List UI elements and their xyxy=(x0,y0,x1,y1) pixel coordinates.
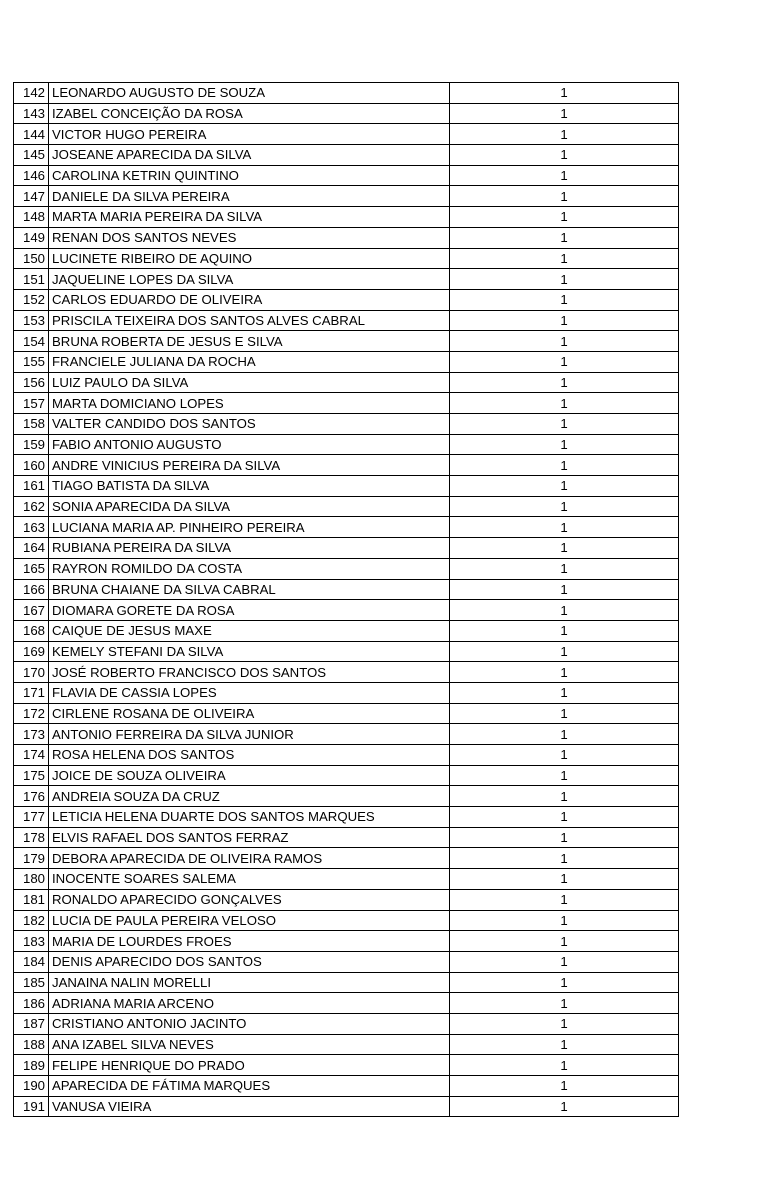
row-number-cell: 162 xyxy=(14,496,49,517)
row-quantity-cell: 1 xyxy=(450,662,679,683)
row-number-cell: 184 xyxy=(14,951,49,972)
row-number-cell: 187 xyxy=(14,1013,49,1034)
row-name-cell: FRANCIELE JULIANA DA ROCHA xyxy=(49,351,450,372)
row-quantity-cell: 1 xyxy=(450,600,679,621)
table-row xyxy=(14,414,679,435)
row-name-cell: RONALDO APARECIDO GONÇALVES xyxy=(49,889,450,910)
row-number-cell: 161 xyxy=(14,476,49,497)
row-number-cell: 166 xyxy=(14,579,49,600)
row-quantity-cell: 1 xyxy=(450,1034,679,1055)
table-row xyxy=(14,807,679,828)
row-number-cell: 157 xyxy=(14,393,49,414)
row-number-cell: 153 xyxy=(14,310,49,331)
row-quantity-cell: 1 xyxy=(450,682,679,703)
table-row xyxy=(14,124,679,145)
row-number-cell: 191 xyxy=(14,1096,49,1117)
table-row xyxy=(14,662,679,683)
row-number-cell: 176 xyxy=(14,786,49,807)
row-number-cell: 181 xyxy=(14,889,49,910)
table-row xyxy=(14,434,679,455)
row-name-cell: PRISCILA TEIXEIRA DOS SANTOS ALVES CABRAL xyxy=(49,310,450,331)
row-quantity-cell: 1 xyxy=(450,1096,679,1117)
row-number-cell: 189 xyxy=(14,1055,49,1076)
row-number-cell: 167 xyxy=(14,600,49,621)
row-number-cell: 158 xyxy=(14,414,49,435)
row-quantity-cell: 1 xyxy=(450,248,679,269)
row-name-cell: MARTA MARIA PEREIRA DA SILVA xyxy=(49,207,450,228)
row-quantity-cell: 1 xyxy=(450,931,679,952)
table-row xyxy=(14,476,679,497)
row-quantity-cell: 1 xyxy=(450,455,679,476)
row-number-cell: 155 xyxy=(14,351,49,372)
row-quantity-cell: 1 xyxy=(450,1013,679,1034)
row-name-cell: APARECIDA DE FÁTIMA MARQUES xyxy=(49,1076,450,1097)
table-row xyxy=(14,682,679,703)
row-name-cell: JOSÉ ROBERTO FRANCISCO DOS SANTOS xyxy=(49,662,450,683)
table-row xyxy=(14,83,679,104)
row-quantity-cell: 1 xyxy=(450,372,679,393)
row-name-cell: CARLOS EDUARDO DE OLIVEIRA xyxy=(49,289,450,310)
table-row xyxy=(14,1034,679,1055)
row-quantity-cell: 1 xyxy=(450,889,679,910)
row-quantity-cell: 1 xyxy=(450,414,679,435)
row-quantity-cell: 1 xyxy=(450,558,679,579)
table-row xyxy=(14,393,679,414)
table-row xyxy=(14,165,679,186)
table-row xyxy=(14,558,679,579)
table-row xyxy=(14,993,679,1014)
row-quantity-cell: 1 xyxy=(450,476,679,497)
row-quantity-cell: 1 xyxy=(450,951,679,972)
row-name-cell: VANUSA VIEIRA xyxy=(49,1096,450,1117)
row-name-cell: LUIZ PAULO DA SILVA xyxy=(49,372,450,393)
row-quantity-cell: 1 xyxy=(450,145,679,166)
table-row xyxy=(14,827,679,848)
table-row xyxy=(14,1076,679,1097)
row-quantity-cell: 1 xyxy=(450,703,679,724)
row-name-cell: FLAVIA DE CASSIA LOPES xyxy=(49,682,450,703)
table-row xyxy=(14,269,679,290)
row-name-cell: JANAINA NALIN MORELLI xyxy=(49,972,450,993)
row-name-cell: IZABEL CONCEIÇÃO DA ROSA xyxy=(49,103,450,124)
table-row xyxy=(14,538,679,559)
row-name-cell: CAIQUE DE JESUS MAXE xyxy=(49,620,450,641)
table-row xyxy=(14,496,679,517)
table-row xyxy=(14,951,679,972)
row-name-cell: BRUNA CHAIANE DA SILVA CABRAL xyxy=(49,579,450,600)
table-row xyxy=(14,1013,679,1034)
table-row xyxy=(14,703,679,724)
row-name-cell: VALTER CANDIDO DOS SANTOS xyxy=(49,414,450,435)
row-quantity-cell: 1 xyxy=(450,972,679,993)
row-quantity-cell: 1 xyxy=(450,848,679,869)
row-name-cell: CRISTIANO ANTONIO JACINTO xyxy=(49,1013,450,1034)
row-name-cell: BRUNA ROBERTA DE JESUS E SILVA xyxy=(49,331,450,352)
table-row xyxy=(14,207,679,228)
table-row xyxy=(14,600,679,621)
table-row xyxy=(14,765,679,786)
row-name-cell: FELIPE HENRIQUE DO PRADO xyxy=(49,1055,450,1076)
row-name-cell: LUCINETE RIBEIRO DE AQUINO xyxy=(49,248,450,269)
row-quantity-cell: 1 xyxy=(450,807,679,828)
row-number-cell: 174 xyxy=(14,745,49,766)
row-quantity-cell: 1 xyxy=(450,910,679,931)
row-quantity-cell: 1 xyxy=(450,517,679,538)
row-number-cell: 190 xyxy=(14,1076,49,1097)
row-number-cell: 150 xyxy=(14,248,49,269)
row-quantity-cell: 1 xyxy=(450,83,679,104)
row-number-cell: 165 xyxy=(14,558,49,579)
row-quantity-cell: 1 xyxy=(450,186,679,207)
table-row xyxy=(14,372,679,393)
row-number-cell: 178 xyxy=(14,827,49,848)
row-name-cell: ANDRE VINICIUS PEREIRA DA SILVA xyxy=(49,455,450,476)
row-quantity-cell: 1 xyxy=(450,393,679,414)
row-name-cell: JOICE DE SOUZA OLIVEIRA xyxy=(49,765,450,786)
row-number-cell: 148 xyxy=(14,207,49,228)
row-name-cell: MARTA DOMICIANO LOPES xyxy=(49,393,450,414)
row-name-cell: CIRLENE ROSANA DE OLIVEIRA xyxy=(49,703,450,724)
row-number-cell: 160 xyxy=(14,455,49,476)
row-name-cell: ANDREIA SOUZA DA CRUZ xyxy=(49,786,450,807)
row-number-cell: 143 xyxy=(14,103,49,124)
row-quantity-cell: 1 xyxy=(450,310,679,331)
row-name-cell: DENIS APARECIDO DOS SANTOS xyxy=(49,951,450,972)
row-name-cell: MARIA DE LOURDES FROES xyxy=(49,931,450,952)
table-row xyxy=(14,579,679,600)
row-quantity-cell: 1 xyxy=(450,1076,679,1097)
row-number-cell: 186 xyxy=(14,993,49,1014)
table-row xyxy=(14,227,679,248)
row-number-cell: 185 xyxy=(14,972,49,993)
table-row xyxy=(14,745,679,766)
row-name-cell: SONIA APARECIDA DA SILVA xyxy=(49,496,450,517)
table-row xyxy=(14,331,679,352)
table-row xyxy=(14,931,679,952)
row-number-cell: 159 xyxy=(14,434,49,455)
row-name-cell: RENAN DOS SANTOS NEVES xyxy=(49,227,450,248)
row-name-cell: ANTONIO FERREIRA DA SILVA JUNIOR xyxy=(49,724,450,745)
row-name-cell: KEMELY STEFANI DA SILVA xyxy=(49,641,450,662)
row-quantity-cell: 1 xyxy=(450,496,679,517)
row-number-cell: 177 xyxy=(14,807,49,828)
table-row xyxy=(14,289,679,310)
table-row xyxy=(14,786,679,807)
row-quantity-cell: 1 xyxy=(450,869,679,890)
row-quantity-cell: 1 xyxy=(450,620,679,641)
row-name-cell: INOCENTE SOARES SALEMA xyxy=(49,869,450,890)
row-name-cell: ANA IZABEL SILVA NEVES xyxy=(49,1034,450,1055)
row-number-cell: 156 xyxy=(14,372,49,393)
row-name-cell: DANIELE DA SILVA PEREIRA xyxy=(49,186,450,207)
table-row xyxy=(14,186,679,207)
table-row xyxy=(14,103,679,124)
row-quantity-cell: 1 xyxy=(450,434,679,455)
row-name-cell: VICTOR HUGO PEREIRA xyxy=(49,124,450,145)
row-name-cell: JOSEANE APARECIDA DA SILVA xyxy=(49,145,450,166)
table-row xyxy=(14,972,679,993)
row-quantity-cell: 1 xyxy=(450,993,679,1014)
table-row xyxy=(14,310,679,331)
table-row xyxy=(14,517,679,538)
row-name-cell: LUCIA DE PAULA PEREIRA VELOSO xyxy=(49,910,450,931)
row-quantity-cell: 1 xyxy=(450,227,679,248)
table-row xyxy=(14,848,679,869)
row-quantity-cell: 1 xyxy=(450,269,679,290)
row-name-cell: LUCIANA MARIA AP. PINHEIRO PEREIRA xyxy=(49,517,450,538)
row-name-cell: DIOMARA GORETE DA ROSA xyxy=(49,600,450,621)
table-row xyxy=(14,145,679,166)
row-number-cell: 144 xyxy=(14,124,49,145)
table-row xyxy=(14,1096,679,1117)
row-number-cell: 180 xyxy=(14,869,49,890)
table-row xyxy=(14,1055,679,1076)
row-quantity-cell: 1 xyxy=(450,641,679,662)
row-name-cell: DEBORA APARECIDA DE OLIVEIRA RAMOS xyxy=(49,848,450,869)
row-name-cell: ADRIANA MARIA ARCENO xyxy=(49,993,450,1014)
row-quantity-cell: 1 xyxy=(450,331,679,352)
row-name-cell: RAYRON ROMILDO DA COSTA xyxy=(49,558,450,579)
table-row xyxy=(14,455,679,476)
table-row xyxy=(14,641,679,662)
row-name-cell: FABIO ANTONIO AUGUSTO xyxy=(49,434,450,455)
row-number-cell: 175 xyxy=(14,765,49,786)
row-number-cell: 163 xyxy=(14,517,49,538)
row-quantity-cell: 1 xyxy=(450,1055,679,1076)
row-number-cell: 151 xyxy=(14,269,49,290)
row-quantity-cell: 1 xyxy=(450,538,679,559)
row-name-cell: LEONARDO AUGUSTO DE SOUZA xyxy=(49,83,450,104)
row-number-cell: 154 xyxy=(14,331,49,352)
row-number-cell: 170 xyxy=(14,662,49,683)
row-number-cell: 172 xyxy=(14,703,49,724)
row-name-cell: CAROLINA KETRIN QUINTINO xyxy=(49,165,450,186)
row-quantity-cell: 1 xyxy=(450,786,679,807)
row-quantity-cell: 1 xyxy=(450,207,679,228)
row-number-cell: 145 xyxy=(14,145,49,166)
row-number-cell: 164 xyxy=(14,538,49,559)
table-row xyxy=(14,889,679,910)
row-number-cell: 171 xyxy=(14,682,49,703)
table-row xyxy=(14,620,679,641)
row-number-cell: 188 xyxy=(14,1034,49,1055)
table-row xyxy=(14,910,679,931)
row-name-cell: LETICIA HELENA DUARTE DOS SANTOS MARQUES xyxy=(49,807,450,828)
row-quantity-cell: 1 xyxy=(450,765,679,786)
row-number-cell: 173 xyxy=(14,724,49,745)
row-quantity-cell: 1 xyxy=(450,724,679,745)
row-quantity-cell: 1 xyxy=(450,103,679,124)
row-quantity-cell: 1 xyxy=(450,579,679,600)
row-number-cell: 182 xyxy=(14,910,49,931)
row-number-cell: 147 xyxy=(14,186,49,207)
row-number-cell: 179 xyxy=(14,848,49,869)
row-quantity-cell: 1 xyxy=(450,827,679,848)
names-table xyxy=(13,82,679,1117)
row-number-cell: 168 xyxy=(14,620,49,641)
row-name-cell: JAQUELINE LOPES DA SILVA xyxy=(49,269,450,290)
table-body xyxy=(14,83,679,1117)
row-quantity-cell: 1 xyxy=(450,124,679,145)
table-row xyxy=(14,869,679,890)
row-number-cell: 169 xyxy=(14,641,49,662)
row-name-cell: ROSA HELENA DOS SANTOS xyxy=(49,745,450,766)
row-name-cell: TIAGO BATISTA DA SILVA xyxy=(49,476,450,497)
table-row xyxy=(14,724,679,745)
row-quantity-cell: 1 xyxy=(450,289,679,310)
row-quantity-cell: 1 xyxy=(450,165,679,186)
row-number-cell: 142 xyxy=(14,83,49,104)
table-row xyxy=(14,351,679,372)
row-name-cell: RUBIANA PEREIRA DA SILVA xyxy=(49,538,450,559)
row-number-cell: 146 xyxy=(14,165,49,186)
row-name-cell: ELVIS RAFAEL DOS SANTOS FERRAZ xyxy=(49,827,450,848)
table-row xyxy=(14,248,679,269)
row-quantity-cell: 1 xyxy=(450,745,679,766)
row-number-cell: 152 xyxy=(14,289,49,310)
row-quantity-cell: 1 xyxy=(450,351,679,372)
row-number-cell: 183 xyxy=(14,931,49,952)
row-number-cell: 149 xyxy=(14,227,49,248)
